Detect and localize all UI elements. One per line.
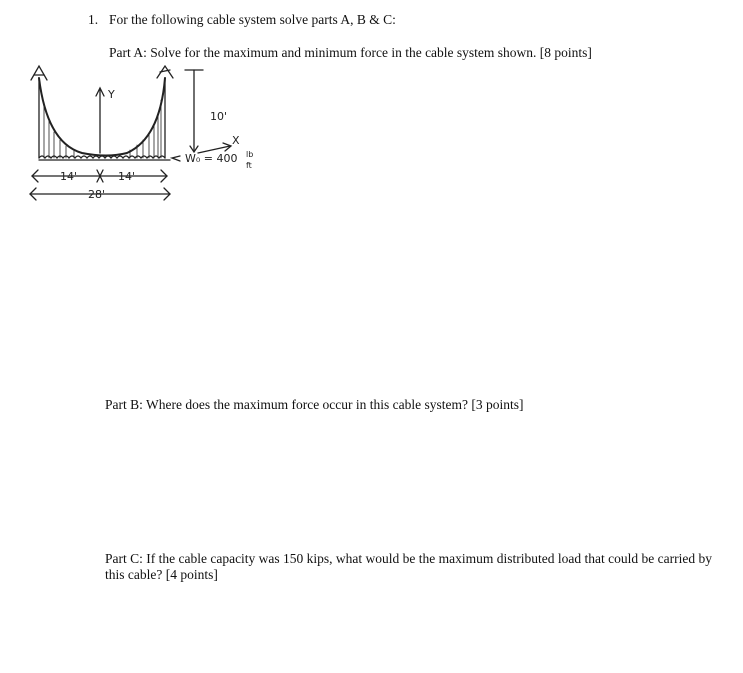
cable-system-figure [22,58,262,208]
span-right-label: 14' [118,170,136,183]
load-hatching [44,100,161,158]
sag-label: 10' [210,110,228,123]
part-b-prompt: Part B: Where does the maximum force occur in this cable system? [3 points] [105,397,524,412]
load-pointer-arrow [172,156,180,161]
question-number: 1. [88,12,99,27]
question-text: For the following cable system solve parts A, B & C: [109,12,396,27]
axis-y-label: Y [108,88,115,101]
part-a-prompt: Part A: Solve for the maximum and minimum force in the cable system shown. [8 points] [109,45,592,60]
load-unit-numerator: lb [246,150,254,159]
span-total-label: 28' [88,188,106,201]
axis-x-label: X [232,134,240,147]
cable-curve [39,78,165,156]
distributed-load-line [39,156,165,158]
part-c-prompt: Part C: If the cable capacity was 150 kips, what would be the maximum distributed load that could be carried by this cable? [4 points] [105,551,712,582]
span-left-label: 14' [60,170,78,183]
load-unit-denominator: ft [246,161,252,170]
load-label: W₀ = 400 [185,152,238,165]
